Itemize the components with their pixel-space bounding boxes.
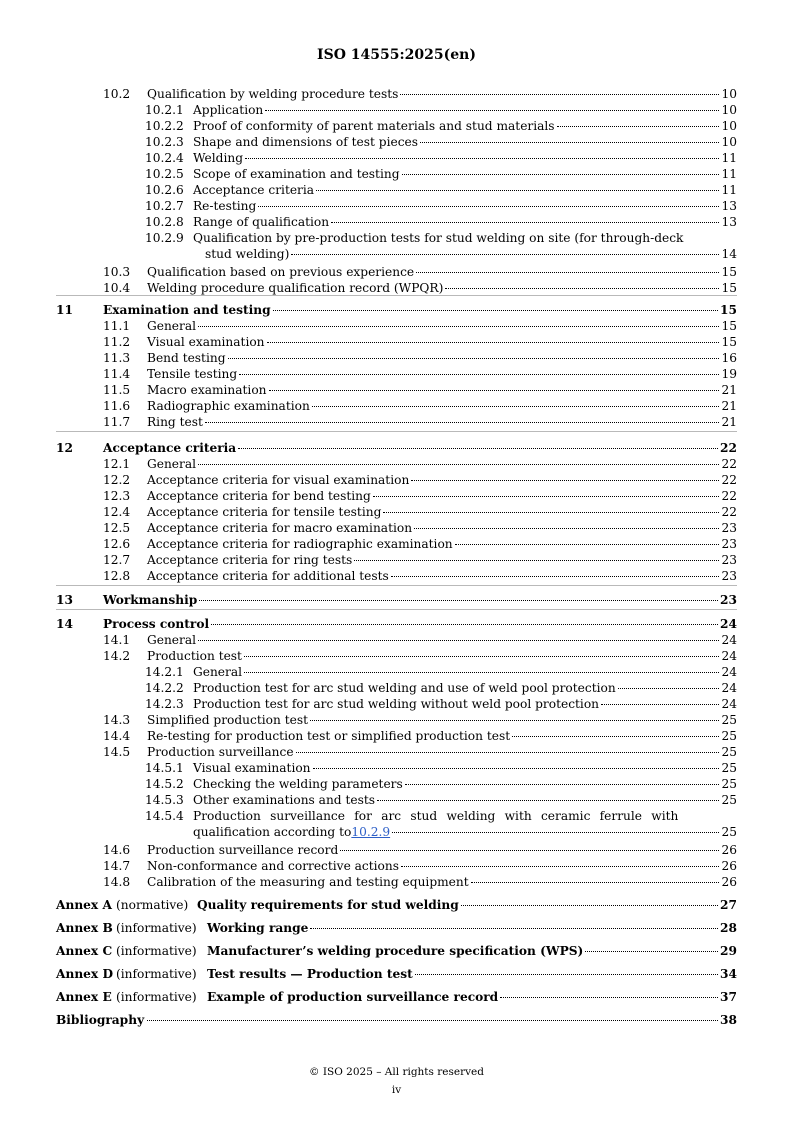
leader-dots bbox=[601, 704, 719, 705]
toc-entry-title: General bbox=[147, 633, 196, 647]
section-separator bbox=[56, 609, 737, 610]
leader-dots bbox=[400, 94, 719, 95]
leader-dots bbox=[291, 254, 719, 255]
toc-entry[interactable] bbox=[0, 198, 793, 214]
toc-entry-number: 10.2.3 bbox=[145, 135, 184, 149]
toc-entry-number: 11 bbox=[56, 303, 73, 317]
toc-entry-page: 34 bbox=[720, 967, 737, 981]
toc-entry-title: Ring test bbox=[147, 415, 203, 429]
toc-entry-qualifier: (informative) bbox=[116, 990, 197, 1004]
toc-entry[interactable] bbox=[0, 808, 793, 839]
toc-entry-page: 10 bbox=[721, 135, 737, 149]
leader-dots bbox=[415, 974, 718, 975]
toc-entry-page: 24 bbox=[721, 697, 737, 711]
toc-entry-page: 27 bbox=[720, 898, 737, 912]
toc-entry[interactable] bbox=[0, 230, 793, 261]
leader-dots bbox=[391, 576, 720, 577]
leader-dots bbox=[313, 768, 720, 769]
toc-entry-title: Radiographic examination bbox=[147, 399, 310, 413]
leader-dots bbox=[198, 640, 719, 641]
toc-entry-title: Other examinations and tests bbox=[193, 793, 375, 807]
toc-entry-number: 10.2.1 bbox=[145, 103, 184, 117]
toc-entry[interactable] bbox=[0, 989, 793, 1005]
leader-dots bbox=[618, 688, 720, 689]
toc-entry-number: 14.4 bbox=[103, 729, 131, 743]
toc-entry-number: Annex C bbox=[56, 944, 113, 958]
toc-entry[interactable] bbox=[0, 536, 793, 552]
leader-dots bbox=[273, 310, 718, 311]
leader-dots bbox=[211, 624, 718, 625]
toc-entry[interactable] bbox=[0, 728, 793, 744]
toc-entry-title: Acceptance criteria for tensile testing bbox=[147, 505, 382, 519]
toc-entry[interactable] bbox=[0, 568, 793, 584]
leader-dots bbox=[512, 736, 719, 737]
leader-dots bbox=[373, 496, 720, 497]
toc-entry[interactable] bbox=[0, 264, 793, 280]
toc-entry[interactable] bbox=[0, 182, 793, 198]
leader-dots bbox=[331, 222, 719, 223]
toc-entry-page: 13 bbox=[721, 215, 737, 229]
toc-entry-page: 11 bbox=[721, 183, 737, 197]
toc-entry[interactable] bbox=[0, 1012, 793, 1028]
toc-entry-number: 14.3 bbox=[103, 713, 131, 727]
toc-entry-number: 11.6 bbox=[103, 399, 131, 413]
toc-entry-page: 25 bbox=[721, 713, 737, 727]
toc-entry-title: Acceptance criteria bbox=[193, 183, 315, 197]
leader-dots bbox=[198, 464, 719, 465]
toc-entry-page: 10 bbox=[721, 119, 737, 133]
leader-dots bbox=[340, 850, 719, 851]
leader-dots bbox=[228, 358, 720, 359]
toc-entry-title: Application bbox=[193, 103, 264, 117]
document-header: ISO 14555:2025(en) bbox=[317, 47, 476, 63]
toc-entry-title: Qualification by welding procedure tests bbox=[147, 87, 399, 101]
toc-entry-page: 16 bbox=[721, 351, 737, 365]
leader-dots bbox=[461, 905, 718, 906]
toc-entry-page: 15 bbox=[721, 319, 737, 333]
toc-entry[interactable] bbox=[0, 664, 793, 680]
toc-entry-number: 14.5.3 bbox=[145, 793, 184, 807]
toc-entry-number: 12.5 bbox=[103, 521, 131, 535]
toc-entry-page: 25 bbox=[721, 745, 737, 759]
toc-entry-page: 19 bbox=[721, 367, 737, 381]
toc-entry-link[interactable]: 10.2.9 bbox=[351, 825, 391, 839]
toc-entry-page: 37 bbox=[720, 990, 737, 1004]
toc-entry-title: General bbox=[147, 319, 196, 333]
toc-entry[interactable] bbox=[0, 302, 793, 318]
toc-entry-title: Production test for arc stud welding and use of weld pool protection bbox=[193, 681, 616, 695]
leader-dots bbox=[445, 288, 719, 289]
leader-dots bbox=[244, 672, 719, 673]
leader-dots bbox=[401, 866, 720, 867]
toc-entry[interactable] bbox=[0, 488, 793, 504]
toc-entry-number: 10.2.6 bbox=[145, 183, 184, 197]
toc-entry-title: Scope of examination and testing bbox=[193, 167, 400, 181]
toc-entry[interactable] bbox=[0, 858, 793, 874]
toc-entry-title: Re-testing for production test or simplified production test bbox=[147, 729, 511, 743]
leader-dots bbox=[316, 190, 719, 191]
leader-dots bbox=[310, 720, 720, 721]
toc-entry-qualifier: (informative) bbox=[116, 921, 197, 935]
footer-page-number: iv bbox=[391, 1084, 402, 1096]
toc-entry-page: 15 bbox=[721, 335, 737, 349]
leader-dots bbox=[455, 544, 720, 545]
toc-entry[interactable] bbox=[0, 760, 793, 776]
toc-entry-number: 10.2.9 bbox=[145, 231, 184, 245]
toc-entry[interactable] bbox=[0, 504, 793, 520]
toc-entry-number: 12.7 bbox=[103, 553, 131, 567]
toc-entry-number: 14.2.2 bbox=[145, 681, 184, 695]
toc-entry-page: 23 bbox=[721, 553, 737, 567]
toc-entry-page: 24 bbox=[721, 633, 737, 647]
toc-entry-number: 12.6 bbox=[103, 537, 131, 551]
toc-entry[interactable] bbox=[0, 398, 793, 414]
toc-entry-number: 14 bbox=[56, 617, 73, 631]
toc-entry-qualifier: (normative) bbox=[116, 898, 189, 912]
toc-entry[interactable] bbox=[0, 552, 793, 568]
toc-entry-title: Acceptance criteria for additional tests bbox=[147, 569, 389, 583]
toc-entry[interactable] bbox=[0, 842, 793, 858]
toc-entry-page: 23 bbox=[721, 521, 737, 535]
leader-dots bbox=[205, 422, 720, 423]
toc-entry-number: 11.7 bbox=[103, 415, 131, 429]
toc-entry[interactable] bbox=[0, 214, 793, 230]
toc-entry-title: Example of production surveillance record bbox=[207, 990, 499, 1004]
leader-dots bbox=[402, 174, 720, 175]
toc-entry-page: 15 bbox=[720, 303, 737, 317]
toc-entry-page: 24 bbox=[720, 617, 737, 631]
toc-entry-page: 25 bbox=[721, 793, 737, 807]
leader-dots bbox=[420, 142, 719, 143]
leader-dots bbox=[310, 928, 718, 929]
toc-entry-title: Welding procedure qualification record (WPQR) bbox=[147, 281, 444, 295]
toc-entry-title: Visual examination bbox=[147, 335, 265, 349]
toc-entry-page: 26 bbox=[721, 843, 737, 857]
toc-entry-number: 14.2.3 bbox=[145, 697, 184, 711]
toc-entry-title: Workmanship bbox=[103, 593, 198, 607]
toc-entry-number: 14.2 bbox=[103, 649, 131, 663]
toc-entry-page: 21 bbox=[721, 383, 737, 397]
toc-entry-number: 10.4 bbox=[103, 281, 131, 295]
toc-entry-title: Acceptance criteria for bend testing bbox=[147, 489, 371, 503]
toc-entry-title: General bbox=[147, 457, 196, 471]
toc-entry-page: 22 bbox=[721, 457, 737, 471]
toc-entry-page: 38 bbox=[720, 1013, 737, 1027]
toc-entry-title: Manufacturer’s welding procedure specification (WPS) bbox=[207, 944, 584, 958]
leader-dots bbox=[269, 390, 720, 391]
toc-entry-number: 13 bbox=[56, 593, 73, 607]
toc-entry-title: stud welding) bbox=[205, 247, 290, 261]
toc-entry[interactable] bbox=[0, 86, 793, 102]
toc-entry-page: 24 bbox=[721, 665, 737, 679]
toc-entry-title: Production test for arc stud welding without weld pool protection bbox=[193, 697, 600, 711]
toc-entry-page: 23 bbox=[721, 537, 737, 551]
toc-entry-number: 14.6 bbox=[103, 843, 131, 857]
toc-entry-page: 26 bbox=[721, 875, 737, 889]
toc-entry-title: Acceptance criteria for visual examination bbox=[147, 473, 410, 487]
toc-entry-page: 23 bbox=[720, 593, 737, 607]
toc-entry-title: Shape and dimensions of test pieces bbox=[193, 135, 418, 149]
toc-entry-page: 14 bbox=[721, 247, 737, 261]
toc-entry[interactable] bbox=[0, 648, 793, 664]
toc-entry-number: Annex D bbox=[56, 967, 114, 981]
toc-entry-number: 12.3 bbox=[103, 489, 131, 503]
toc-entry-title: Calibration of the measuring and testing equipment bbox=[147, 875, 469, 889]
toc-entry-number: 12.4 bbox=[103, 505, 131, 519]
toc-entry-number: 10.2.4 bbox=[145, 151, 184, 165]
toc-entry-page: 25 bbox=[721, 825, 737, 839]
toc-entry-title: Acceptance criteria for radiographic examination bbox=[147, 537, 453, 551]
toc-entry[interactable] bbox=[0, 616, 793, 632]
toc-entry-number: 14.5.2 bbox=[145, 777, 184, 791]
toc-entry[interactable] bbox=[0, 943, 793, 959]
toc-entry-title: Quality requirements for stud welding bbox=[197, 898, 459, 912]
toc-entry-title: Acceptance criteria for ring tests bbox=[147, 553, 353, 567]
toc-entry-page: 10 bbox=[721, 87, 737, 101]
toc-entry-page: 22 bbox=[721, 489, 737, 503]
toc-entry-number: Bibliography bbox=[56, 1013, 145, 1027]
toc-entry[interactable] bbox=[0, 456, 793, 472]
toc-entry-title: Qualification by pre-production tests for stud welding on site (for through-deck bbox=[193, 231, 684, 245]
toc-entry[interactable] bbox=[0, 680, 793, 696]
toc-entry-title: Production surveillance for arc stud welding with ceramic ferrule with bbox=[193, 809, 679, 823]
toc-entry[interactable] bbox=[0, 712, 793, 728]
toc-entry-title: Acceptance criteria for macro examination bbox=[147, 521, 413, 535]
toc-entry[interactable] bbox=[0, 920, 793, 936]
toc-entry[interactable] bbox=[0, 150, 793, 166]
leader-dots bbox=[244, 656, 720, 657]
toc-entry-title: Non-conformance and corrective actions bbox=[147, 859, 399, 873]
toc-entry-page: 24 bbox=[721, 649, 737, 663]
toc-entry[interactable] bbox=[0, 776, 793, 792]
leader-dots bbox=[383, 512, 719, 513]
leader-dots bbox=[239, 374, 719, 375]
toc-entry[interactable] bbox=[0, 440, 793, 456]
toc-entry-number: 12.1 bbox=[103, 457, 131, 471]
toc-entry-title: Proof of conformity of parent materials and stud materials bbox=[193, 119, 555, 133]
toc-entry[interactable] bbox=[0, 897, 793, 913]
toc-entry-number: 10.2.5 bbox=[145, 167, 184, 181]
leader-dots bbox=[557, 126, 720, 127]
toc-entry-page: 23 bbox=[721, 569, 737, 583]
leader-dots bbox=[377, 800, 719, 801]
leader-dots bbox=[585, 951, 718, 952]
toc-entry-number: 11.2 bbox=[103, 335, 131, 349]
toc-entry-title: Tensile testing bbox=[147, 367, 238, 381]
toc-entry-page: 22 bbox=[721, 473, 737, 487]
leader-dots bbox=[471, 882, 720, 883]
toc-entry-title: Simplified production test bbox=[147, 713, 308, 727]
toc-entry[interactable] bbox=[0, 632, 793, 648]
toc-entry[interactable] bbox=[0, 472, 793, 488]
leader-dots bbox=[411, 480, 719, 481]
toc-entry-number: 10.3 bbox=[103, 265, 131, 279]
toc-entry-page: 21 bbox=[721, 399, 737, 413]
toc-entry[interactable] bbox=[0, 592, 793, 608]
toc-entry-page: 24 bbox=[721, 681, 737, 695]
toc-entry[interactable] bbox=[0, 334, 793, 350]
toc-entry-number: 11.5 bbox=[103, 383, 131, 397]
toc-entry-title: Qualification based on previous experience bbox=[147, 265, 415, 279]
toc-entry-page: 11 bbox=[721, 167, 737, 181]
leader-dots bbox=[198, 326, 719, 327]
toc-entry[interactable] bbox=[0, 166, 793, 182]
toc-entry[interactable] bbox=[0, 874, 793, 890]
toc-entry-title: Re-testing bbox=[193, 199, 257, 213]
toc-entry-qualifier: (informative) bbox=[116, 967, 197, 981]
leader-dots bbox=[405, 784, 720, 785]
toc-entry-page: 13 bbox=[721, 199, 737, 213]
toc-entry-number: 14.7 bbox=[103, 859, 131, 873]
leader-dots bbox=[265, 110, 719, 111]
toc-entry-title: Macro examination bbox=[147, 383, 267, 397]
toc-entry-number: 14.5 bbox=[103, 745, 131, 759]
toc-entry-title: Visual examination bbox=[193, 761, 311, 775]
leader-dots bbox=[147, 1020, 718, 1021]
leader-dots bbox=[312, 406, 720, 407]
toc-entry-number: 10.2.8 bbox=[145, 215, 184, 229]
toc-entry[interactable] bbox=[0, 966, 793, 982]
toc-entry[interactable] bbox=[0, 318, 793, 334]
toc-entry-number: 14.5.4 bbox=[145, 809, 184, 823]
toc-entry-title: Production test bbox=[147, 649, 242, 663]
toc-entry-number: 14.8 bbox=[103, 875, 131, 889]
toc-entry-page: 11 bbox=[721, 151, 737, 165]
toc-entry[interactable] bbox=[0, 382, 793, 398]
leader-dots bbox=[199, 600, 718, 601]
toc-entry-number: 10.2 bbox=[103, 87, 131, 101]
toc-entry[interactable] bbox=[0, 414, 793, 430]
leader-dots bbox=[414, 528, 719, 529]
leader-dots bbox=[354, 560, 719, 561]
toc-entry-number: 12 bbox=[56, 441, 73, 455]
toc-entry-qualifier: (informative) bbox=[116, 944, 197, 958]
toc-entry-page: 25 bbox=[721, 777, 737, 791]
toc-entry-title: Range of qualification bbox=[193, 215, 330, 229]
toc-entry-page: 26 bbox=[721, 859, 737, 873]
toc-entry-title: qualification according to bbox=[193, 825, 352, 839]
toc-entry[interactable] bbox=[0, 366, 793, 382]
toc-entry[interactable] bbox=[0, 520, 793, 536]
toc-entry-number: Annex E bbox=[56, 990, 112, 1004]
toc-entry-number: Annex B bbox=[56, 921, 113, 935]
toc-entry-number: 14.1 bbox=[103, 633, 131, 647]
toc-entry-page: 28 bbox=[720, 921, 737, 935]
toc-entry-page: 15 bbox=[721, 281, 737, 295]
toc-entry-page: 25 bbox=[721, 761, 737, 775]
toc-entry-number: 11.1 bbox=[103, 319, 131, 333]
toc-entry-title: Examination and testing bbox=[103, 303, 271, 317]
toc-entry-page: 10 bbox=[721, 103, 737, 117]
toc-entry[interactable] bbox=[0, 134, 793, 150]
toc-entry-number: 12.8 bbox=[103, 569, 131, 583]
section-separator bbox=[56, 295, 737, 296]
toc-entry-number: 10.2.2 bbox=[145, 119, 184, 133]
toc-entry-title: Welding bbox=[193, 151, 243, 165]
toc-entry-number: 14.5.1 bbox=[145, 761, 184, 775]
toc-entry-title: General bbox=[193, 665, 242, 679]
toc-entry-page: 21 bbox=[721, 415, 737, 429]
leader-dots bbox=[500, 997, 718, 998]
toc-entry-page: 25 bbox=[721, 729, 737, 743]
toc-entry-title: Process control bbox=[103, 617, 210, 631]
leader-dots bbox=[416, 272, 719, 273]
toc-entry-page: 22 bbox=[721, 505, 737, 519]
toc-entry-title: Acceptance criteria bbox=[103, 441, 237, 455]
leader-dots bbox=[258, 206, 719, 207]
toc-entry-number: 11.4 bbox=[103, 367, 131, 381]
leader-dots bbox=[296, 752, 720, 753]
toc-entry-title: Test results — Production test bbox=[207, 967, 413, 981]
toc-entry-page: 29 bbox=[720, 944, 737, 958]
toc-entry[interactable] bbox=[0, 350, 793, 366]
leader-dots bbox=[267, 342, 720, 343]
toc-entry[interactable] bbox=[0, 744, 793, 760]
leader-dots bbox=[392, 832, 719, 833]
footer-copyright: © ISO 2025 – All rights reserved bbox=[309, 1066, 484, 1078]
toc-entry-title: Working range bbox=[207, 921, 309, 935]
section-separator bbox=[56, 431, 737, 432]
toc-entry-number: 12.2 bbox=[103, 473, 131, 487]
toc-entry-number: 11.3 bbox=[103, 351, 131, 365]
toc-entry-number: 10.2.7 bbox=[145, 199, 184, 213]
toc-entry-page: 15 bbox=[721, 265, 737, 279]
section-separator bbox=[56, 585, 737, 586]
toc-entry-page: 22 bbox=[720, 441, 737, 455]
leader-dots bbox=[245, 158, 719, 159]
toc-entry-title: Bend testing bbox=[147, 351, 226, 365]
toc-entry-title: Checking the welding parameters bbox=[193, 777, 403, 791]
toc-entry-number: 14.2.1 bbox=[145, 665, 184, 679]
toc-entry[interactable] bbox=[0, 102, 793, 118]
toc-entry[interactable] bbox=[0, 696, 793, 712]
toc-entry-number: Annex A bbox=[56, 898, 112, 912]
toc-entry-title: Production surveillance bbox=[147, 745, 294, 759]
toc-entry-title: Production surveillance record bbox=[147, 843, 339, 857]
toc-entry[interactable] bbox=[0, 118, 793, 134]
leader-dots bbox=[238, 448, 718, 449]
toc-entry[interactable] bbox=[0, 280, 793, 296]
toc-entry[interactable] bbox=[0, 792, 793, 808]
